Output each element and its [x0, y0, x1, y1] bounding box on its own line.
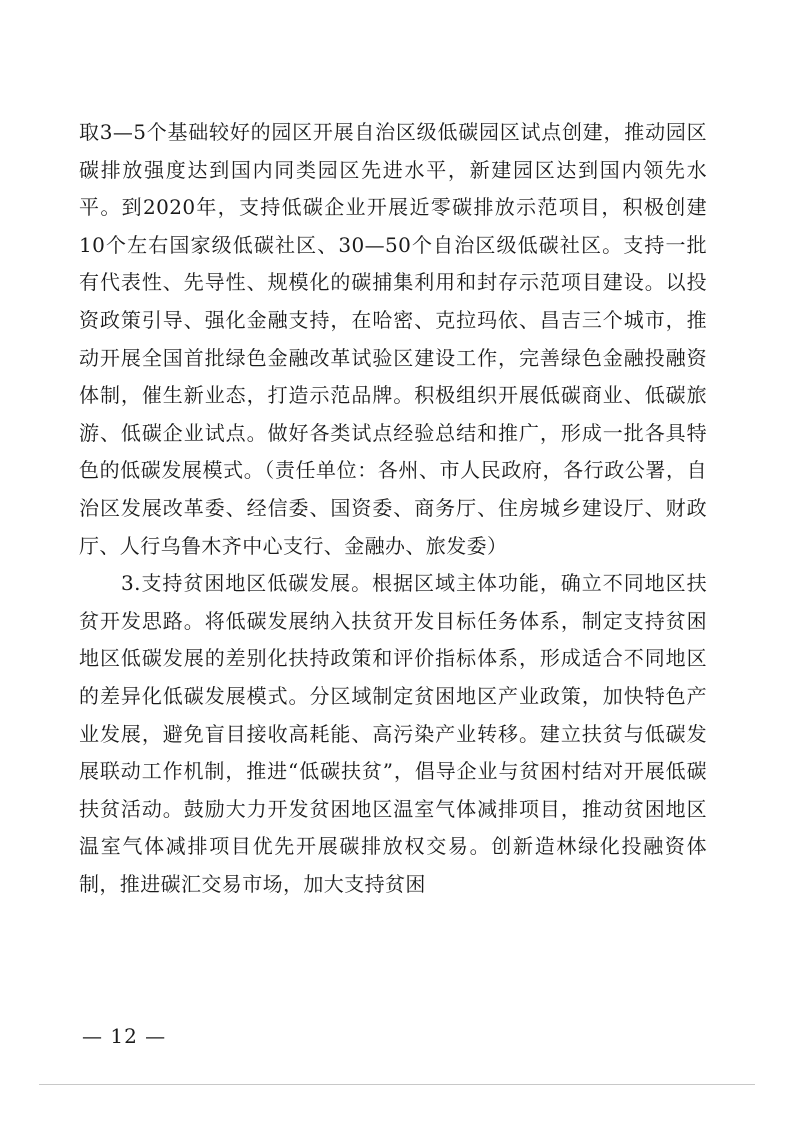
- body-text: [79, 114, 707, 903]
- paragraph-poverty-area-low-carbon: 3.支持贫困地区低碳发展。根据区域主体功能，确立不同地区扶贫开发思路。将低碳发展纳入扶贫开发目标任务体系，制定支持贫困地区低碳发展的差别化扶持政策和评价指标体系，形成适合不同地区的差异化低碳发展模式。分区域制定贫困地区产业政策，加快特色产业发展，避免盲目接收高耗能、高污染产业转移。建立扶贫与低碳发展联动工作机制，推进“低碳扶贫”，倡导企业与贫困村结对开展低碳扶贫活动。鼓励大力开发贫困地区温室气体减排项目，推动贫困地区温室气体减排项目优先开展碳排放权交易。创新造林绿化投融资体制，推进碳汇交易市场，加大支持贫困: [79, 571, 707, 896]
- footer-divider: [39, 1084, 755, 1085]
- page-number: — 12 —: [82, 1024, 167, 1048]
- paragraph-continuation: 取3—5个基础较好的园区开展自治区级低碳园区试点创建，推动园区碳排放强度达到国内同类园区先进水平，新建园区达到国内领先水平。到2020年，支持低碳企业开展近零碳排放示范项目，积极创建10个左右国家级低碳社区、30—50个自治区级低碳社区。支持一批有代表性、先导性、规模化的碳捕集利用和封存示范项目建设。以投资政策引导、强化金融支持，在哈密、克拉玛依、昌吉三个城市，推动开展全国首批绿色金融改革试验区建设工作，完善绿色金融投融资体制，催生新业态，打造示范品牌。积极组织开展低碳商业、低碳旅游、低碳企业试点。做好各类试点经验总结和推广，形成一批各具特色的低碳发展模式。（责任单位：各州、市人民政府，各行政公署，自治区发展改革委、经信委、国资委、商务厅、住房城乡建设厅、财政厅、人行乌鲁木齐中心支行、金融办、旅发委）: [79, 120, 707, 558]
